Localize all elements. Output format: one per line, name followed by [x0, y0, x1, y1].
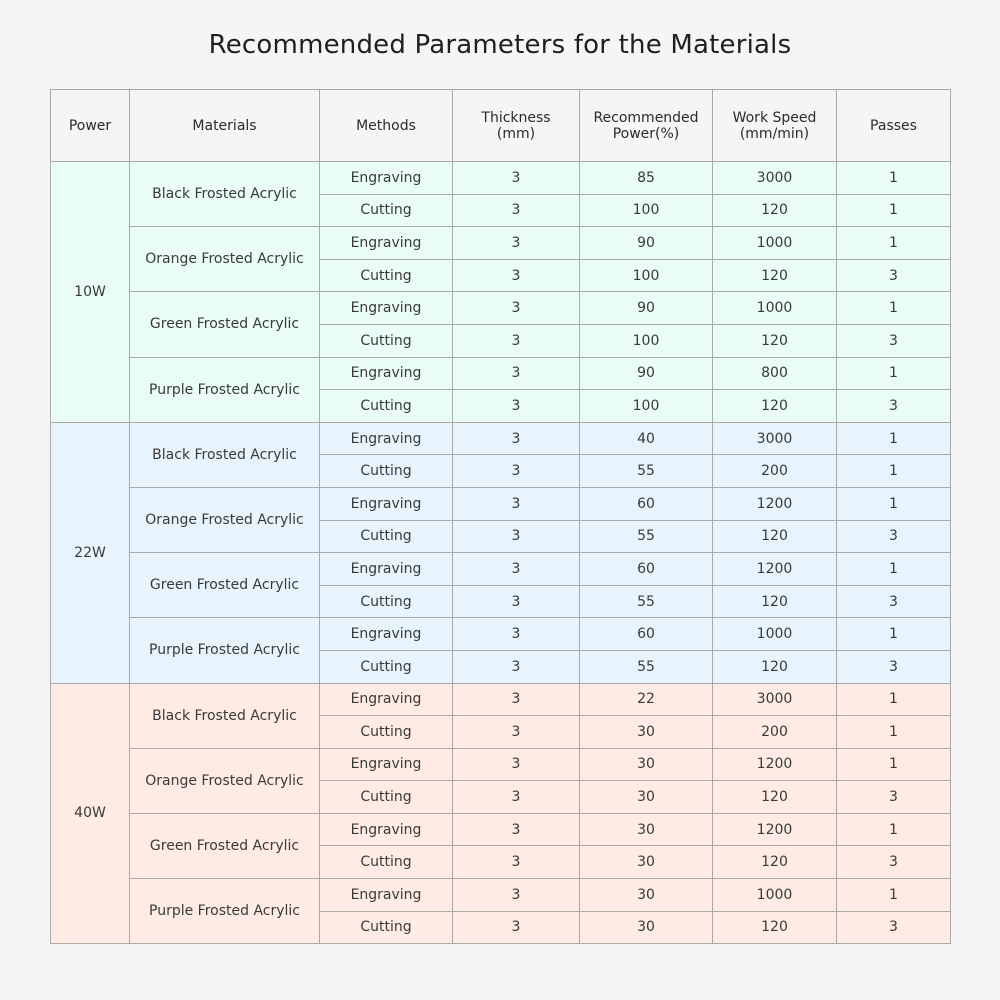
work-speed-cell: 120 [713, 846, 837, 879]
table-row [51, 292, 951, 325]
recommended-power-cell: 100 [580, 259, 713, 292]
material-cell: Orange Frosted Acrylic [130, 227, 320, 292]
work-speed-cell: 120 [713, 781, 837, 814]
passes-cell: 3 [837, 324, 951, 357]
recommended-power-cell: 55 [580, 650, 713, 683]
recommended-power-cell: 90 [580, 227, 713, 260]
thickness-cell: 3 [453, 813, 580, 846]
header-methods: Methods [320, 90, 453, 162]
thickness-cell: 3 [453, 227, 580, 260]
passes-cell: 1 [837, 487, 951, 520]
thickness-cell: 3 [453, 683, 580, 716]
recommended-power-cell: 60 [580, 618, 713, 651]
power-cell: 40W [51, 683, 130, 944]
table-row [51, 487, 951, 520]
material-cell: Green Frosted Acrylic [130, 813, 320, 878]
page-title: Recommended Parameters for the Materials [208, 30, 792, 60]
recommended-power-cell: 30 [580, 716, 713, 749]
material-cell: Green Frosted Acrylic [130, 553, 320, 618]
thickness-cell: 3 [453, 324, 580, 357]
thickness-cell: 3 [453, 357, 580, 390]
table-row [51, 162, 951, 195]
method-cell: Engraving [320, 683, 453, 716]
table-row [51, 357, 951, 390]
passes-cell: 1 [837, 194, 951, 227]
method-cell: Engraving [320, 879, 453, 912]
recommended-power-cell: 100 [580, 194, 713, 227]
work-speed-cell: 120 [713, 259, 837, 292]
work-speed-cell: 1000 [713, 227, 837, 260]
work-speed-cell: 1000 [713, 618, 837, 651]
work-speed-cell: 120 [713, 650, 837, 683]
passes-cell: 3 [837, 846, 951, 879]
recommended-power-cell: 55 [580, 585, 713, 618]
thickness-cell: 3 [453, 520, 580, 553]
work-speed-cell: 1000 [713, 879, 837, 912]
power-cell: 22W [51, 422, 130, 683]
header-thickness-line1: Thickness [481, 109, 551, 126]
thickness-cell: 3 [453, 879, 580, 912]
work-speed-cell: 120 [713, 194, 837, 227]
method-cell: Cutting [320, 259, 453, 292]
passes-cell: 3 [837, 390, 951, 423]
work-speed-cell: 1000 [713, 292, 837, 325]
thickness-cell: 3 [453, 390, 580, 423]
passes-cell: 3 [837, 585, 951, 618]
work-speed-cell: 1200 [713, 487, 837, 520]
recommended-power-cell: 30 [580, 748, 713, 781]
method-cell: Cutting [320, 716, 453, 749]
method-cell: Cutting [320, 781, 453, 814]
header-work-speed [713, 90, 837, 162]
recommended-power-cell: 30 [580, 781, 713, 814]
work-speed-cell: 200 [713, 716, 837, 749]
thickness-cell: 3 [453, 422, 580, 455]
header-recommended-power [580, 90, 713, 162]
passes-cell: 1 [837, 422, 951, 455]
passes-cell: 3 [837, 911, 951, 944]
recommended-power-cell: 55 [580, 520, 713, 553]
material-cell: Purple Frosted Acrylic [130, 357, 320, 422]
thickness-cell: 3 [453, 748, 580, 781]
recommended-power-cell: 40 [580, 422, 713, 455]
passes-cell: 1 [837, 879, 951, 912]
header-thickness [453, 90, 580, 162]
table-row [51, 748, 951, 781]
method-cell: Engraving [320, 748, 453, 781]
method-cell: Engraving [320, 422, 453, 455]
thickness-cell: 3 [453, 585, 580, 618]
table-row [51, 683, 951, 716]
work-speed-cell: 3000 [713, 683, 837, 716]
passes-cell: 1 [837, 813, 951, 846]
method-cell: Cutting [320, 520, 453, 553]
recommended-power-cell: 90 [580, 357, 713, 390]
work-speed-cell: 200 [713, 455, 837, 488]
thickness-cell: 3 [453, 487, 580, 520]
recommended-power-cell: 100 [580, 390, 713, 423]
method-cell: Engraving [320, 813, 453, 846]
thickness-cell: 3 [453, 716, 580, 749]
passes-cell: 1 [837, 357, 951, 390]
passes-cell: 1 [837, 683, 951, 716]
thickness-cell: 3 [453, 781, 580, 814]
recommended-power-cell: 30 [580, 911, 713, 944]
material-cell: Black Frosted Acrylic [130, 683, 320, 748]
method-cell: Cutting [320, 390, 453, 423]
recommended-power-cell: 55 [580, 455, 713, 488]
passes-cell: 1 [837, 227, 951, 260]
method-cell: Engraving [320, 162, 453, 195]
header-recommended-power-line1: Recommended [593, 109, 699, 126]
recommended-power-cell: 90 [580, 292, 713, 325]
passes-cell: 1 [837, 618, 951, 651]
header-work-speed-line2: (mm/min) [739, 125, 810, 142]
passes-cell: 3 [837, 650, 951, 683]
header-power: Power [51, 90, 130, 162]
passes-cell: 3 [837, 259, 951, 292]
header-row [51, 90, 951, 162]
header-materials: Materials [130, 90, 320, 162]
power-cell: 10W [51, 162, 130, 423]
method-cell: Engraving [320, 553, 453, 586]
table-row [51, 553, 951, 586]
work-speed-cell: 120 [713, 585, 837, 618]
header-thickness-line2: (mm) [496, 125, 536, 142]
thickness-cell: 3 [453, 194, 580, 227]
passes-cell: 1 [837, 748, 951, 781]
table-row [51, 879, 951, 912]
table-row [51, 618, 951, 651]
thickness-cell: 3 [453, 553, 580, 586]
passes-cell: 1 [837, 455, 951, 488]
work-speed-cell: 1200 [713, 553, 837, 586]
work-speed-cell: 120 [713, 324, 837, 357]
thickness-cell: 3 [453, 162, 580, 195]
passes-cell: 3 [837, 781, 951, 814]
recommended-power-cell: 100 [580, 324, 713, 357]
work-speed-cell: 800 [713, 357, 837, 390]
passes-cell: 3 [837, 520, 951, 553]
header-passes: Passes [837, 90, 951, 162]
method-cell: Cutting [320, 846, 453, 879]
method-cell: Engraving [320, 487, 453, 520]
method-cell: Engraving [320, 357, 453, 390]
recommended-power-cell: 22 [580, 683, 713, 716]
thickness-cell: 3 [453, 292, 580, 325]
material-cell: Purple Frosted Acrylic [130, 879, 320, 944]
table-body [51, 162, 951, 944]
table-header [51, 90, 951, 162]
recommended-power-cell: 85 [580, 162, 713, 195]
work-speed-cell: 120 [713, 911, 837, 944]
header-work-speed-line1: Work Speed [732, 109, 817, 126]
method-cell: Cutting [320, 194, 453, 227]
passes-cell: 1 [837, 162, 951, 195]
method-cell: Engraving [320, 618, 453, 651]
method-cell: Engraving [320, 292, 453, 325]
passes-cell: 1 [837, 716, 951, 749]
thickness-cell: 3 [453, 618, 580, 651]
header-recommended-power-line2: Power(%) [612, 125, 680, 142]
material-cell: Purple Frosted Acrylic [130, 618, 320, 683]
material-cell: Orange Frosted Acrylic [130, 487, 320, 552]
thickness-cell: 3 [453, 259, 580, 292]
thickness-cell: 3 [453, 846, 580, 879]
recommended-power-cell: 30 [580, 846, 713, 879]
material-cell: Orange Frosted Acrylic [130, 748, 320, 813]
table-row [51, 422, 951, 455]
thickness-cell: 3 [453, 455, 580, 488]
parameters-table [50, 89, 951, 944]
work-speed-cell: 1200 [713, 748, 837, 781]
material-cell: Black Frosted Acrylic [130, 162, 320, 227]
method-cell: Cutting [320, 585, 453, 618]
material-cell: Black Frosted Acrylic [130, 422, 320, 487]
material-cell: Green Frosted Acrylic [130, 292, 320, 357]
table-row [51, 227, 951, 260]
recommended-power-cell: 60 [580, 553, 713, 586]
method-cell: Cutting [320, 650, 453, 683]
work-speed-cell: 1200 [713, 813, 837, 846]
thickness-cell: 3 [453, 911, 580, 944]
thickness-cell: 3 [453, 650, 580, 683]
method-cell: Engraving [320, 227, 453, 260]
recommended-power-cell: 30 [580, 879, 713, 912]
work-speed-cell: 120 [713, 520, 837, 553]
work-speed-cell: 3000 [713, 422, 837, 455]
table-row [51, 813, 951, 846]
passes-cell: 1 [837, 292, 951, 325]
work-speed-cell: 120 [713, 390, 837, 423]
recommended-power-cell: 60 [580, 487, 713, 520]
recommended-power-cell: 30 [580, 813, 713, 846]
method-cell: Cutting [320, 324, 453, 357]
passes-cell: 1 [837, 553, 951, 586]
work-speed-cell: 3000 [713, 162, 837, 195]
method-cell: Cutting [320, 911, 453, 944]
method-cell: Cutting [320, 455, 453, 488]
